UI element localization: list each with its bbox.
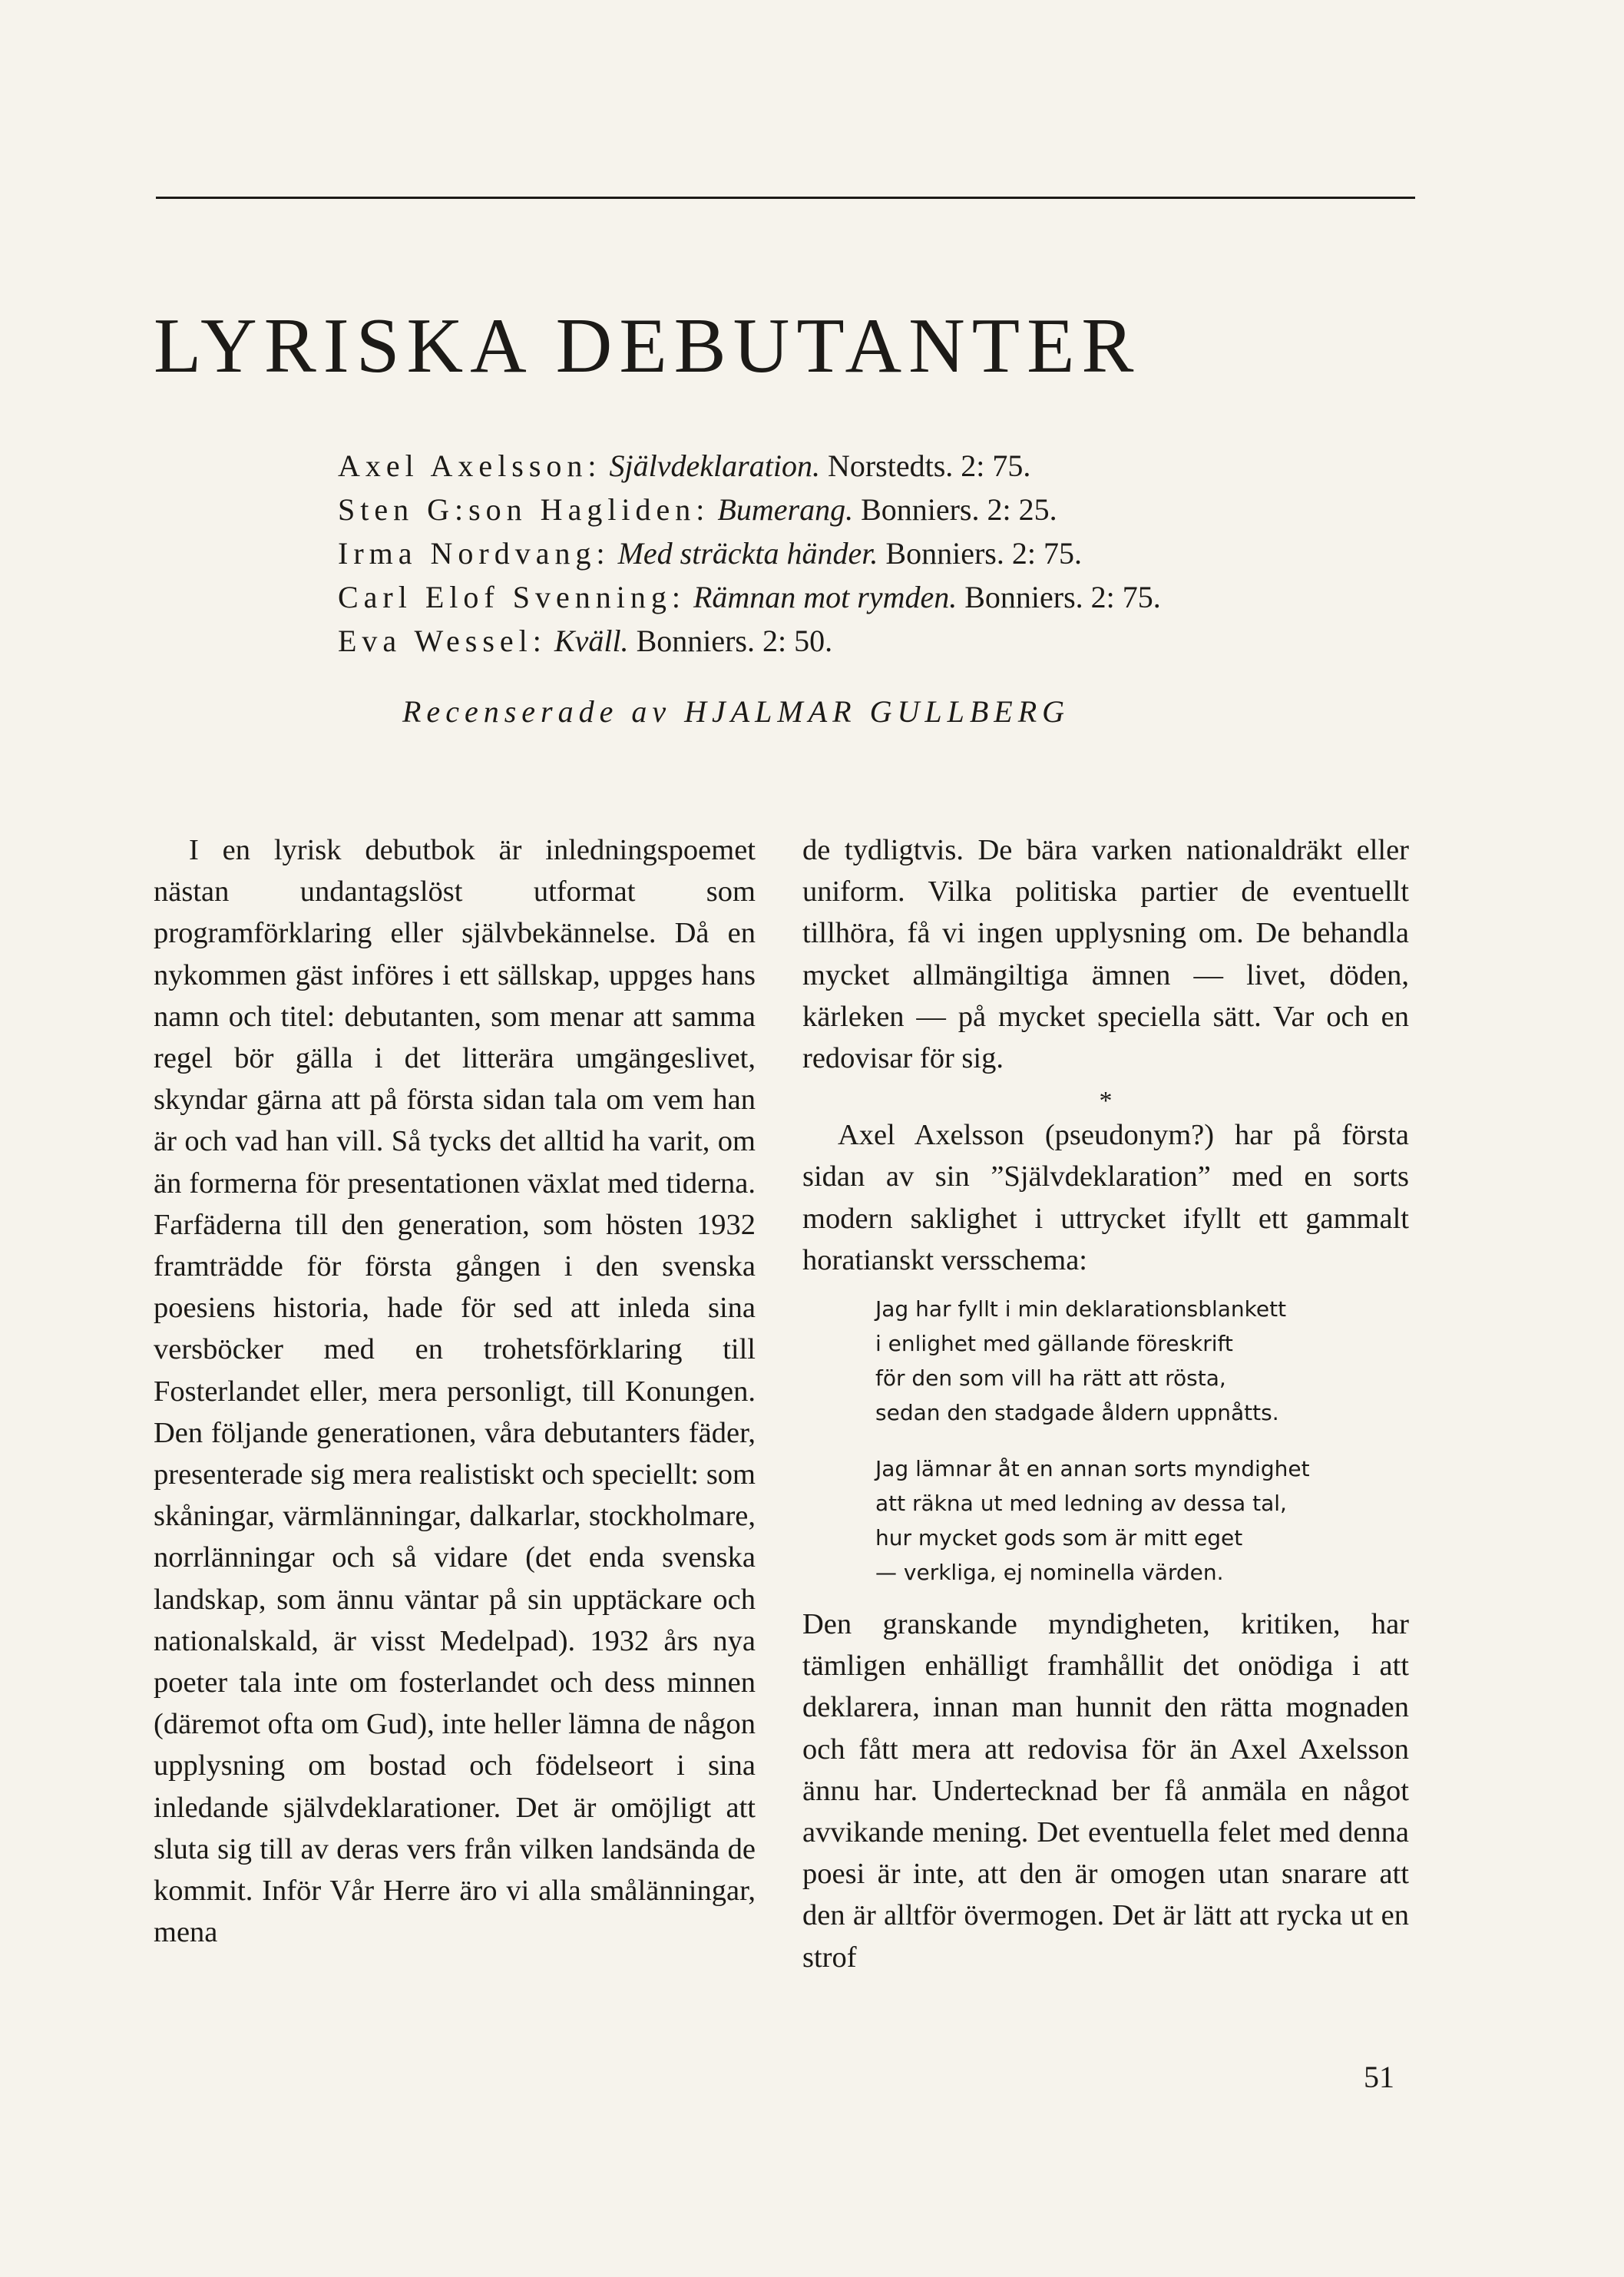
book-title: Med sträckta händer. bbox=[617, 536, 878, 571]
book-list bbox=[338, 444, 1413, 663]
book-title: Kväll. bbox=[554, 624, 629, 658]
body-paragraph: Den granskande myndigheten, kritiken, har tämligen enhälligt framhållit det onödiga i att deklarera, innan man hunnit den rätta mognaden och fått mera att redovisa för än Axel Axelsson ännu har. Undertecknad ber få anmäla en något avvikande mening. Det eventuella felet med denna poesi är inte, att den är omogen utan snarare att den är alltför övermogen. Det är lätt att rycka ut en strof bbox=[802, 1608, 1409, 1974]
book-entry bbox=[338, 619, 1413, 663]
poem-line: Jag har fyllt i min deklarationsblankett bbox=[875, 1296, 1287, 1322]
poem-line: sedan den stadgade åldern uppnåtts. bbox=[875, 1400, 1279, 1426]
right-column bbox=[802, 829, 1409, 1978]
stanza-gap bbox=[875, 1430, 1409, 1451]
book-entry bbox=[338, 488, 1413, 531]
body-paragraph: de tydligtvis. De bära varken nationaldräkt eller uniform. Vilka politiska partier de eventuellt tillhöra, få vi ingen upplysning om. De behandla mycket allmängiltiga ämnen — livet, döden, kärleken — på mycket speciella sätt. Var och en redovisar för sig. bbox=[802, 834, 1409, 1075]
poem-line: Jag lämnar åt en annan sorts myndighet bbox=[875, 1456, 1310, 1482]
section-separator: * bbox=[1099, 1087, 1113, 1116]
book-entry bbox=[338, 575, 1413, 619]
reviewer-byline: Recenserade av HJALMAR GULLBERG bbox=[402, 694, 1070, 729]
book-publisher-price: Norstedts. 2: 75. bbox=[827, 448, 1031, 483]
book-publisher-price: Bonniers. 2: 75. bbox=[885, 536, 1082, 571]
book-title: Bumerang. bbox=[717, 492, 854, 527]
book-entry bbox=[338, 531, 1413, 575]
book-author: Irma Nordvang: bbox=[338, 536, 610, 571]
book-author: Carl Elof Svenning: bbox=[338, 580, 686, 614]
book-entry bbox=[338, 444, 1413, 488]
book-title: Rämnan mot rymden. bbox=[693, 580, 958, 614]
poem-quote bbox=[875, 1292, 1409, 1590]
body-paragraph: Axel Axelsson (pseudonym?) har på första sidan av sin ”Självdeklaration” med en sorts modern saklighet i uttrycket ifyllt ett gammalt horatianskt versschema: bbox=[802, 1119, 1409, 1276]
page-title: LYRISKA DEBUTANTER bbox=[154, 303, 1141, 389]
book-author: Sten G:son Hagliden: bbox=[338, 492, 710, 527]
book-publisher-price: Bonniers. 2: 75. bbox=[964, 580, 1161, 614]
book-publisher-price: Bonniers. 2: 50. bbox=[636, 624, 833, 658]
top-rule bbox=[156, 197, 1415, 199]
book-publisher-price: Bonniers. 2: 25. bbox=[861, 492, 1057, 527]
body-paragraph: I en lyrisk debutbok är inledningspoemet nästan undantagslöst utformat som programförklaring eller självbekännelse. Då en nykommen gäst införes i ett sällskap, uppges hans namn och titel: debutanten, som menar att samma regel bör gälla i det litterära umgängeslivet, skyndar gärna att på första sidan tala om vem han är och vad han vill. Så tycks det alltid ha varit, om än formerna för presentationen växlat med tiderna. Farfäderna till den generation, som hösten 1932 framträdde för första gången i den svenska poesiens historia, hade för sed att inleda sina versböcker med en trohetsförklaring till Fosterlandet eller, mera personligt, till Konungen. Den följande generationen, våra debutanters fäder, presenterade sig mera realistiskt och speciellt: som skåningar, värmlänningar, dalkarlar, stockholmare, norrlänningar och så vidare (det enda svenska landskap, som ännu väntar på sin upptäckare och nationalskald, är visst Medelpad). 1932 års nya poeter tala inte om fosterlandet och dess minnen (däremot ofta om Gud), inte heller lämna de någon upplysning om bostad och födelseort i sina inledande självdeklarationer. Det är omöjligt att sluta sig till av deras vers från vilken landsända de kommit. Inför Vår Herre äro vi alla smålänningar, mena bbox=[154, 834, 756, 1949]
page-number: 51 bbox=[1364, 2060, 1394, 2094]
left-column bbox=[154, 829, 756, 1953]
poem-line: att räkna ut med ledning av dessa tal, bbox=[875, 1491, 1287, 1517]
poem-line: i enlighet med gällande föreskrift bbox=[875, 1331, 1233, 1357]
book-author: Axel Axelsson: bbox=[338, 448, 602, 483]
book-title: Självdeklaration. bbox=[609, 448, 820, 483]
poem-line: för den som vill ha rätt att rösta, bbox=[875, 1365, 1226, 1392]
poem-line: hur mycket gods som är mitt eget bbox=[875, 1525, 1243, 1551]
poem-line: — verkliga, ej nominella värden. bbox=[875, 1560, 1224, 1586]
book-author: Eva Wessel: bbox=[338, 624, 547, 658]
